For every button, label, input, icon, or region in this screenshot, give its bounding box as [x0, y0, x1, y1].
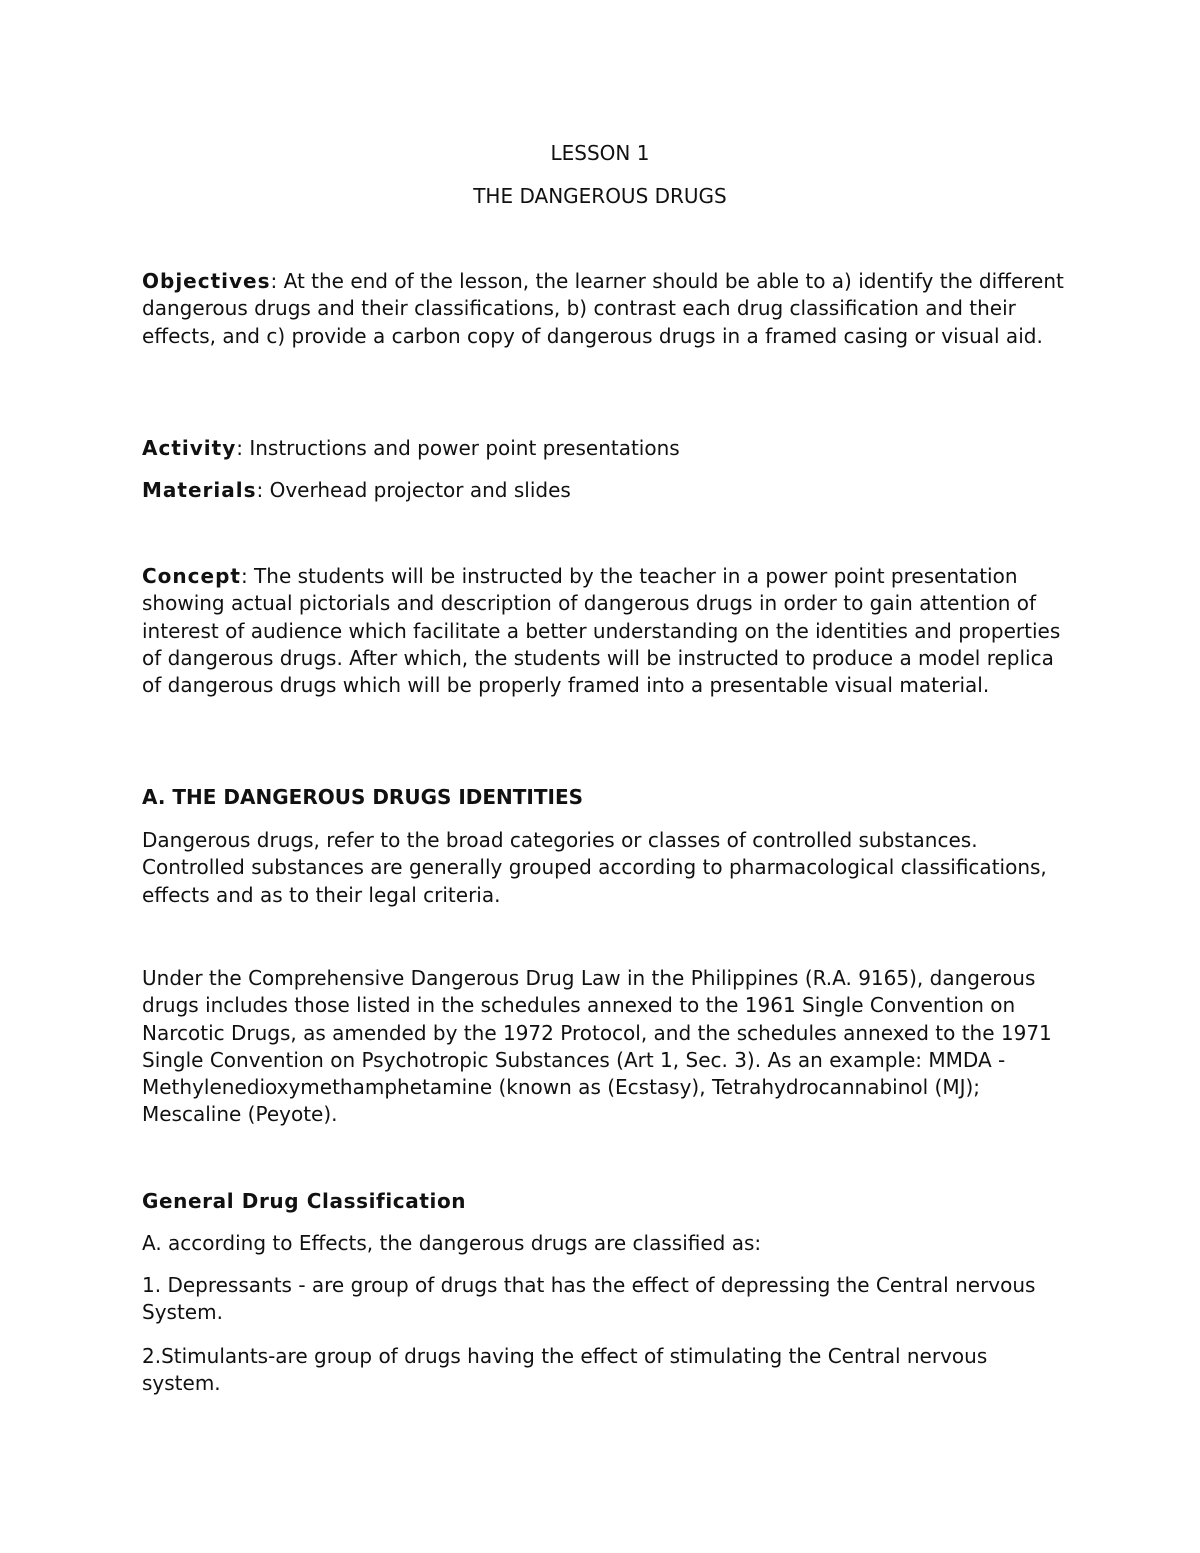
- objectives-paragraph: [142, 268, 1067, 350]
- classification-intro: A. according to Effects, the dangerous drugs are classified as:: [142, 1231, 762, 1255]
- section-a-paragraph-2: Under the Comprehensive Dangerous Drug Law in the Philippines (R.A. 9165), dangerous drugs includes those listed in the schedules annexed to the 1961 Single Convention on Narcotic Drugs, as amended by the 1972 Protocol, and the schedules annexed to the 1971 Single Convention on Psychotropic Substances (Art 1, Sec. 3). As an example: MMDA - Methylenedioxymethamphetamine (known as (Ecstasy), Tetrahydrocannabinol (MJ); Mescaline (Peyote).: [142, 966, 1052, 1127]
- materials-text: : Overhead projector and slides: [256, 478, 571, 502]
- objectives-text: : At the end of the lesson, the learner should be able to a) identify the different dangerous drugs and their classifications, b) contrast each drug classification and their effects, and c) provide a carbon copy of dangerous drugs in a framed casing or visual aid.: [142, 269, 1064, 348]
- classification-item-stimulants: 2.Stimulants-are group of drugs having the effect of stimulating the Central nervous system.: [142, 1344, 988, 1396]
- objectives-label: Objectives: [142, 269, 271, 293]
- section-a-heading: A. THE DANGEROUS DRUGS IDENTITIES: [142, 785, 584, 809]
- concept-label: Concept: [142, 564, 241, 588]
- lesson-number: LESSON 1: [550, 141, 650, 165]
- materials-paragraph: [142, 477, 1067, 504]
- activity-text: : Instructions and power point presentations: [236, 436, 680, 460]
- materials-label: Materials: [142, 478, 257, 502]
- section-a-paragraph-1: Dangerous drugs, refer to the broad categories or classes of controlled substances. Controlled substances are generally grouped according to pharmacological classifications, effects and as to their legal criteria.: [142, 828, 1047, 907]
- activity-paragraph: [142, 435, 1067, 462]
- concept-paragraph: [142, 563, 1067, 699]
- lesson-title: THE DANGEROUS DRUGS: [473, 184, 727, 208]
- classification-heading: General Drug Classification: [142, 1189, 467, 1213]
- classification-item-depressants: 1. Depressants - are group of drugs that has the effect of depressing the Central nervous System.: [142, 1273, 1036, 1325]
- concept-text: : The students will be instructed by the teacher in a power point presentation showing actual pictorials and description of dangerous drugs in order to gain attention of interest of audience which facilitate a better understanding on the identities and properties of dangerous drugs. After which, the students will be instructed to produce a model replica of dangerous drugs which will be properly framed into a presentable visual material.: [142, 564, 1061, 698]
- activity-label: Activity: [142, 436, 237, 460]
